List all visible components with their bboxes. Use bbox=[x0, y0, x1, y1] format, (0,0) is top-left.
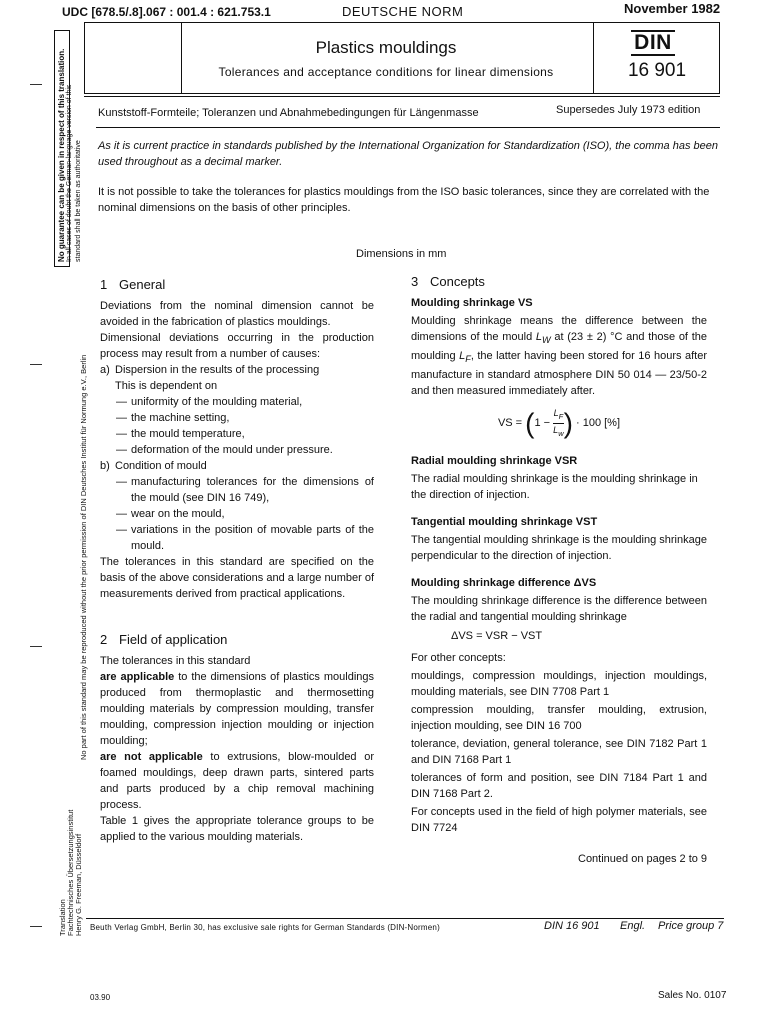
symbol bbox=[535, 331, 551, 346]
formula-term: 1 − bbox=[534, 417, 551, 430]
intro-paragraph: It is not possible to take the tolerances for plastics mouldings from the ISO basic tolerances, since they are correlated with the nominal dimensions on the basis of other principles. bbox=[98, 186, 710, 214]
divider bbox=[84, 96, 720, 97]
right-column bbox=[411, 274, 707, 836]
symbol bbox=[459, 350, 471, 365]
continued-note: Continued on pages 2 to 9 bbox=[578, 853, 708, 865]
list-item: — manufacturing tolerances for the dimensions of the mould (see DIN 16 749), bbox=[116, 476, 374, 504]
subheading: Moulding shrinkage difference ΔVS bbox=[411, 576, 597, 589]
dimensions-note: Dimensions in mm bbox=[356, 248, 447, 260]
guarantee-note: No guarantee can be given in respect of this translation. bbox=[57, 48, 66, 262]
list-item: — variations in the position of movable parts of the mould. bbox=[116, 524, 374, 552]
list-text: variations in the position of movable parts of the mould. bbox=[131, 524, 374, 552]
formula-fraction bbox=[553, 408, 563, 439]
footer-divider bbox=[86, 918, 724, 919]
formula-lhs: VS = bbox=[497, 417, 523, 430]
margin-mark bbox=[30, 84, 42, 85]
paragraph-text: , the latter having been stored for 16 hours after manufacture in standard atmosphere DIN 50 014 — 23/50-2 and then measured immediately after. bbox=[411, 350, 707, 398]
paragraph: The moulding shrinkage difference is the difference between the radial and tangential moulding shrinkage bbox=[411, 594, 707, 623]
list-item: — wear on the mould, bbox=[116, 508, 225, 520]
paragraph-text: Moulding shrinkage means the difference between the dimensions of the mould bbox=[411, 315, 707, 343]
paragraph: The tolerances in this standard bbox=[100, 655, 251, 667]
paragraph bbox=[100, 669, 374, 749]
translator-name: Henry G. Freeman, Düsseldorf bbox=[74, 833, 83, 936]
divider bbox=[96, 127, 720, 128]
list-item bbox=[100, 458, 374, 474]
section-number: 1 bbox=[100, 277, 108, 292]
list-marker: b) bbox=[100, 460, 110, 472]
margin-mark bbox=[30, 646, 42, 647]
footer-language: Engl. bbox=[620, 920, 646, 932]
list-item: tolerance, deviation, general tolerance, see DIN 7182 Part 1 and DIN 7168 Part 1 bbox=[411, 737, 707, 766]
paragraph bbox=[411, 313, 707, 399]
german-title: Kunststoff-Formteile; Toleranzen und Abnahmebedingungen für Längenmasse bbox=[98, 107, 479, 119]
iso-note: As it is current practice in standards published by the International Organization for Standardization (ISO), the comma has been used throughout as a decimal marker. bbox=[98, 140, 718, 168]
paragraph-text: to extrusions, blow-moulded or foamed mouldings, deep drawn parts, sintered parts and parts produced by a chip removal machining process. bbox=[100, 751, 374, 811]
symbol-text: L bbox=[535, 331, 543, 343]
section-1-heading bbox=[100, 277, 374, 293]
document-subtitle: Tolerances and acceptance conditions for linear dimensions bbox=[218, 65, 554, 79]
subheading: Radial moulding shrinkage VSR bbox=[411, 454, 578, 467]
formula-numerator: $L_F$ bbox=[553, 408, 564, 422]
list-item: — uniformity of the moulding material, bbox=[116, 396, 303, 408]
sales-number: Sales No. 0107 bbox=[658, 990, 727, 1001]
section-title: General bbox=[119, 277, 166, 292]
list-item: — the mould temperature, bbox=[116, 428, 245, 440]
difference-formula: ΔVS = VSR − VST bbox=[451, 629, 543, 642]
price-group: Price group 7 bbox=[658, 920, 724, 932]
list-text: deformation of the mould under pressure. bbox=[131, 444, 333, 456]
udc-code: UDC [678.5/.8].067 : 001.4 : 621.753.1 bbox=[62, 5, 271, 19]
section-title: Field of application bbox=[119, 632, 228, 647]
list-item: compression moulding, transfer moulding, extrusion, injection moulding, see DIN 16 700 bbox=[411, 703, 707, 732]
section-number: 3 bbox=[411, 274, 419, 289]
issue-date: November 1982 bbox=[624, 1, 721, 16]
list-item: — the machine setting, bbox=[116, 412, 230, 424]
list-text: Condition of mould bbox=[115, 460, 207, 472]
supersedes-note: Supersedes July 1973 edition bbox=[556, 104, 701, 116]
paragraph-text: at (23 ± 2) °C and those of the moulding bbox=[411, 331, 707, 363]
bold-text: are not applicable bbox=[100, 751, 203, 763]
translation-label: Translation bbox=[58, 899, 67, 936]
list-text: the mould temperature, bbox=[131, 428, 245, 440]
shrinkage-formula: VS = $(1 - \frac{L_F}{L_w}) \cdot 100$ [%] bbox=[497, 407, 621, 439]
margin-mark bbox=[30, 926, 42, 927]
copyright-note: No part of this standard may be reproduced without the prior permission of DIN Deutsches Institut für Normung e.V., Berlin bbox=[79, 354, 88, 760]
formula-denominator: $L_w$ bbox=[553, 425, 564, 438]
margin-mark bbox=[30, 364, 42, 365]
print-code: 03.90 bbox=[90, 993, 111, 1002]
paragraph: Dimensional deviations occurring in the production process may result from a number of causes: bbox=[100, 332, 374, 360]
paragraph: The radial moulding shrinkage is the moulding shrinkage in the direction of injection. bbox=[411, 472, 698, 501]
paragraph: Deviations from the nominal dimension cannot be avoided in the fabrication of plastics mouldings. bbox=[100, 300, 374, 328]
list-text: manufacturing tolerances for the dimensions of the mould (see DIN 16 749), bbox=[131, 476, 374, 504]
paragraph-text: to the dimensions of plastics mouldings produced from thermoplastic and thermosetting moulding materials by compression moulding, transfer moulding, compression injection moulding or injection moulding; bbox=[100, 671, 375, 747]
paragraph: Table 1 gives the appropriate tolerance groups to be applied to the various moulding materials. bbox=[100, 815, 374, 843]
footer-din-ref: DIN 16 901 bbox=[544, 920, 600, 932]
section-3-heading bbox=[411, 274, 707, 290]
list-text: wear on the mould, bbox=[131, 508, 225, 520]
list-text: Dispersion in the results of the processing bbox=[115, 364, 320, 376]
list-text: the machine setting, bbox=[131, 412, 230, 424]
formula-tail: · 100 [%] bbox=[576, 417, 621, 430]
list-marker: a) bbox=[100, 364, 110, 376]
list-item: tolerances of form and position, see DIN 7184 Part 1 and DIN 7168 Part 2. bbox=[411, 771, 707, 800]
german-version-note: In all cases of doubt the German-language version of this bbox=[66, 84, 73, 262]
left-column bbox=[100, 277, 374, 845]
subheading: Tangential moulding shrinkage VST bbox=[411, 515, 598, 528]
german-version-note: standard shall be taken as authoritative bbox=[75, 140, 82, 262]
subheading: Moulding shrinkage VS bbox=[411, 297, 533, 309]
translator-name: Fachtechnisches Übersetzungsinstitut bbox=[66, 809, 75, 936]
paragraph bbox=[100, 749, 374, 813]
paragraph: For other concepts: bbox=[411, 651, 506, 664]
symbol-subscript: W bbox=[542, 335, 551, 346]
paragraph: The tolerances in this standard are specified on the basis of the above considerations and a large number of measurements derived from practical applications. bbox=[100, 556, 374, 600]
section-number: 2 bbox=[100, 632, 108, 647]
list-item bbox=[100, 362, 374, 378]
publisher-note: Beuth Verlag GmbH, Berlin 30, has exclusive sale rights for German Standards (DIN-Normen) bbox=[90, 923, 440, 932]
list-item: For concepts used in the field of high polymer materials, see DIN 7724 bbox=[411, 805, 707, 834]
section-title: Concepts bbox=[430, 274, 485, 289]
paragraph: The tangential moulding shrinkage is the moulding shrinkage perpendicular to the direction of injection. bbox=[411, 533, 707, 562]
section-2-heading bbox=[100, 632, 374, 648]
list-item: mouldings, compression mouldings, injection mouldings, moulding materials, see DIN 7708 Part 1 bbox=[411, 669, 707, 698]
list-text: This is dependent on bbox=[115, 380, 218, 392]
din-logo: DIN bbox=[631, 30, 675, 56]
list-text: uniformity of the moulding material, bbox=[131, 396, 303, 408]
list-item bbox=[100, 378, 374, 394]
bold-text: are applicable bbox=[100, 671, 175, 683]
document-title: Plastics mouldings bbox=[315, 38, 457, 57]
deutsche-norm-label: DEUTSCHE NORM bbox=[342, 4, 464, 19]
din-number: 16 901 bbox=[627, 60, 687, 81]
symbol-text: L bbox=[459, 350, 466, 363]
symbol-subscript: F bbox=[465, 354, 471, 365]
list-item: — deformation of the mould under pressure. bbox=[116, 444, 333, 456]
title-box bbox=[84, 22, 720, 94]
